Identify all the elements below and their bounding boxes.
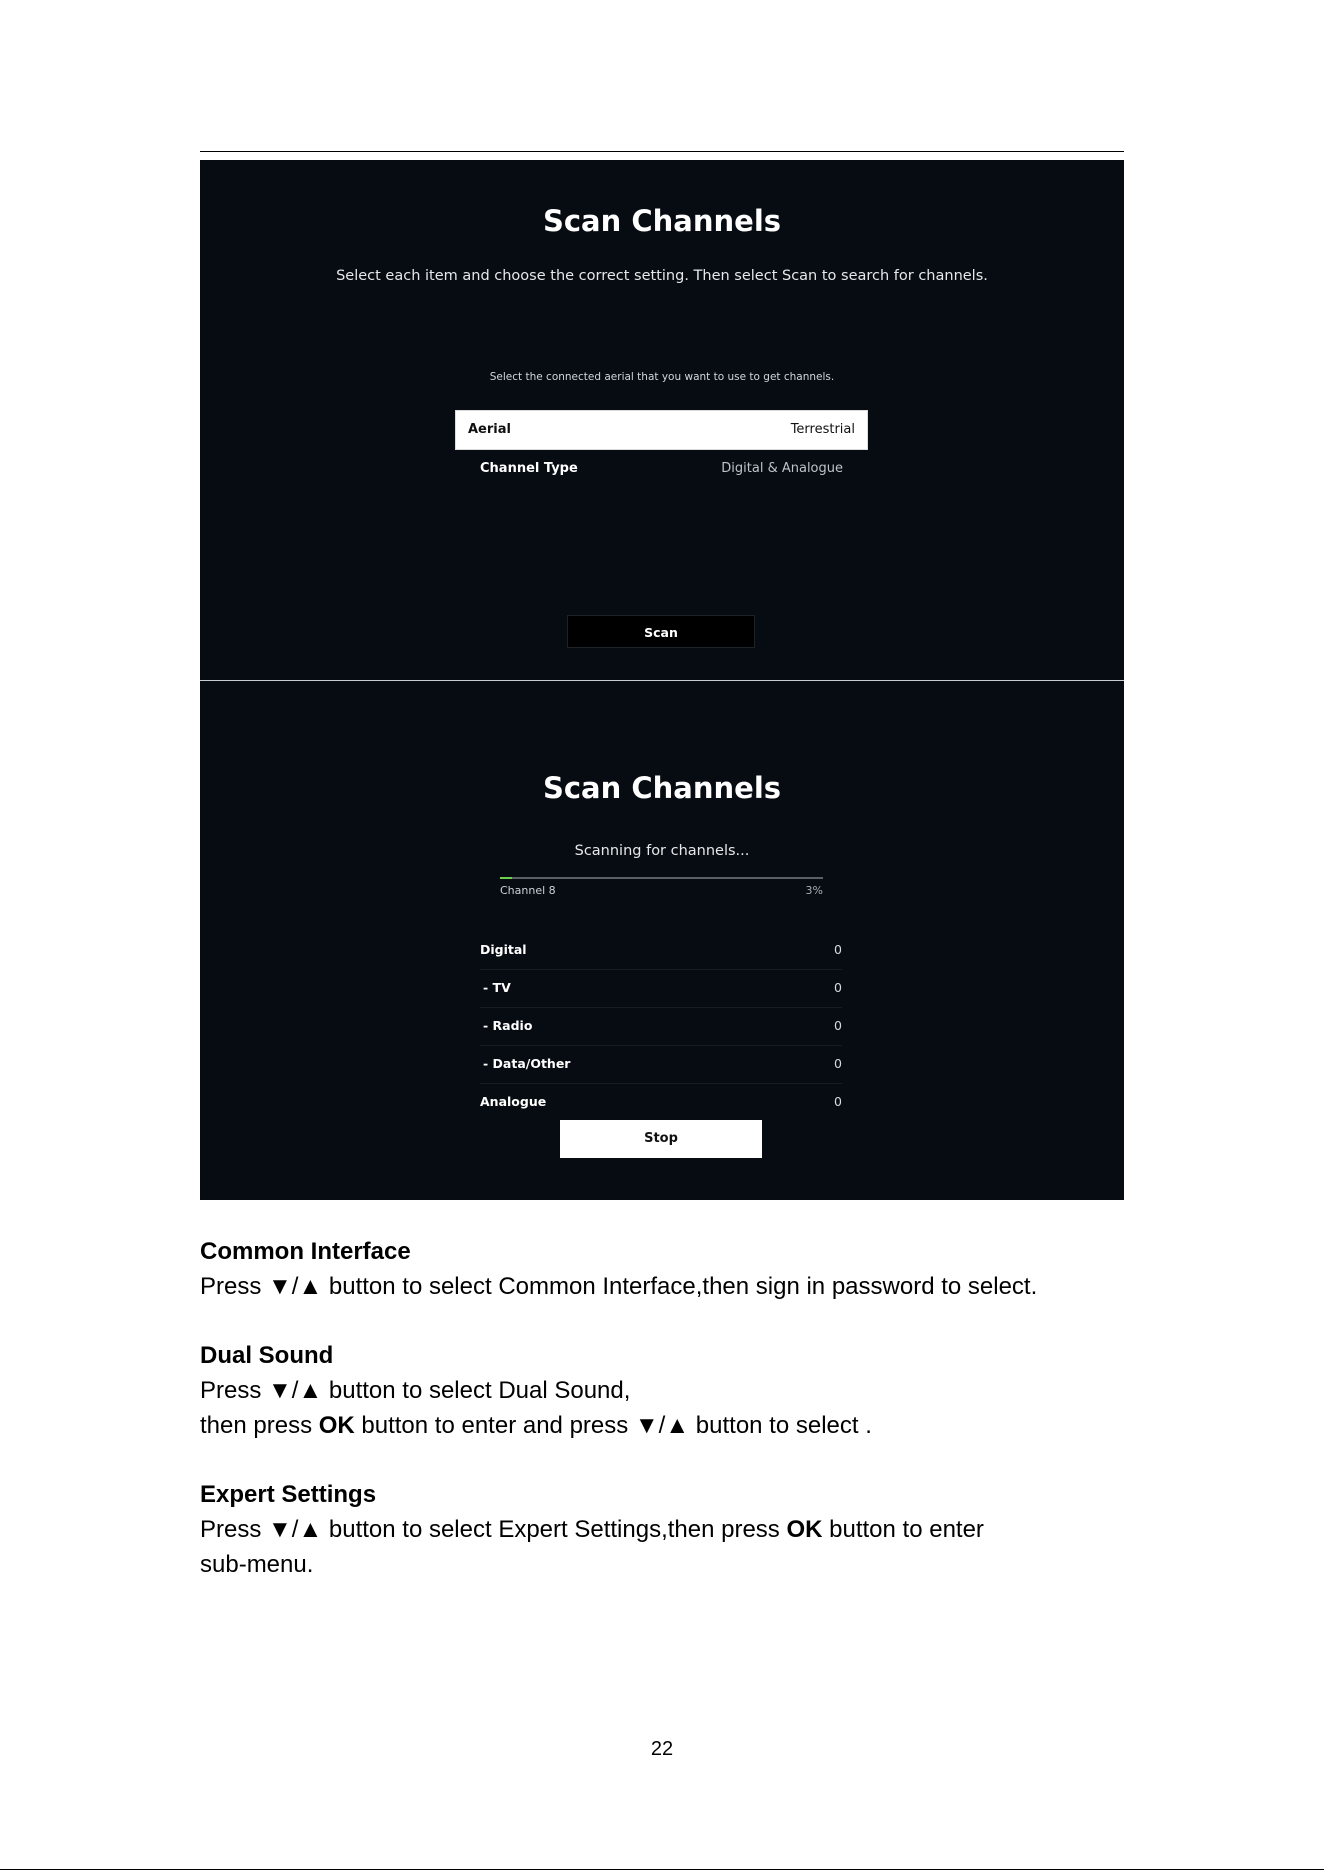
scan-progress-bar xyxy=(500,877,823,879)
text-run: button to enter xyxy=(822,1516,984,1543)
count-label: - Radio xyxy=(483,1018,533,1033)
scan-channels-progress-screen xyxy=(200,681,1124,1200)
ok-keyword: OK xyxy=(318,1412,355,1439)
count-label: - Data/Other xyxy=(483,1056,571,1071)
common-interface-text xyxy=(200,1269,1037,1304)
count-label: Analogue xyxy=(480,1094,547,1109)
ok-keyword: OK xyxy=(786,1516,823,1543)
aerial-value: Terrestrial xyxy=(790,422,855,437)
scan-progress-fill xyxy=(500,877,512,879)
count-value: 0 xyxy=(834,1094,842,1109)
aerial-hint: Select the connected aerial that you want to use to get channels. xyxy=(489,371,835,383)
count-row-tv xyxy=(480,969,842,1008)
text-run: then press xyxy=(200,1412,319,1439)
count-row-analogue xyxy=(480,1083,842,1121)
count-label: Digital xyxy=(480,942,527,957)
count-row-data-other xyxy=(480,1045,842,1084)
aerial-label: Aerial xyxy=(468,422,511,437)
count-value: 0 xyxy=(834,942,842,957)
text-run: button to select Common Interface,then sign in password to select. xyxy=(328,1273,1038,1300)
expert-settings-text-1 xyxy=(200,1512,984,1547)
text-run: Press xyxy=(200,1273,269,1300)
expert-settings-text-2: sub-menu. xyxy=(200,1551,314,1578)
text-run: button to enter and press xyxy=(354,1412,635,1439)
down-up-arrows-icon: ▼/▲ xyxy=(268,1273,323,1300)
progress-percent: 3% xyxy=(805,884,823,897)
count-value: 0 xyxy=(834,1056,842,1071)
text-run: button to select . xyxy=(695,1412,872,1439)
text-run: button to select Dual Sound, xyxy=(328,1377,631,1404)
text-run: Press xyxy=(200,1516,269,1543)
stop-button[interactable]: Stop xyxy=(560,1120,762,1158)
text-run: Press xyxy=(200,1377,269,1404)
current-channel: Channel 8 xyxy=(500,884,556,897)
text-run: button to select Expert Settings,then press xyxy=(328,1516,787,1543)
scan-channels-setup-screen xyxy=(200,160,1124,680)
dual-sound-text-2 xyxy=(200,1408,872,1443)
count-row-digital xyxy=(480,931,842,970)
page-number: 22 xyxy=(650,1738,674,1760)
down-up-arrows-icon: ▼/▲ xyxy=(268,1377,323,1404)
common-interface-heading: Common Interface xyxy=(200,1238,411,1265)
scanning-status: Scanning for channels... xyxy=(574,843,750,859)
top-rule xyxy=(200,151,1124,152)
aerial-row[interactable] xyxy=(456,411,867,449)
count-label: - TV xyxy=(483,980,511,995)
dual-sound-heading: Dual Sound xyxy=(200,1342,334,1369)
expert-settings-heading: Expert Settings xyxy=(200,1481,377,1508)
channel-type-value: Digital & Analogue xyxy=(721,461,843,476)
count-value: 0 xyxy=(834,1018,842,1033)
down-up-arrows-icon: ▼/▲ xyxy=(634,1412,690,1439)
screen-instructions: Select each item and choose the correct setting. Then select Scan to search for channels. xyxy=(336,268,988,284)
count-row-radio xyxy=(480,1007,842,1046)
channel-type-row[interactable] xyxy=(468,450,855,488)
down-up-arrows-icon: ▼/▲ xyxy=(268,1516,323,1543)
dual-sound-text-1 xyxy=(200,1373,630,1408)
screen-title: Scan Channels xyxy=(542,771,782,805)
scan-button[interactable]: Scan xyxy=(567,615,755,648)
screen-title: Scan Channels xyxy=(542,204,782,238)
count-value: 0 xyxy=(834,980,842,995)
bottom-rule xyxy=(0,1869,1324,1870)
channel-type-label: Channel Type xyxy=(480,461,578,476)
